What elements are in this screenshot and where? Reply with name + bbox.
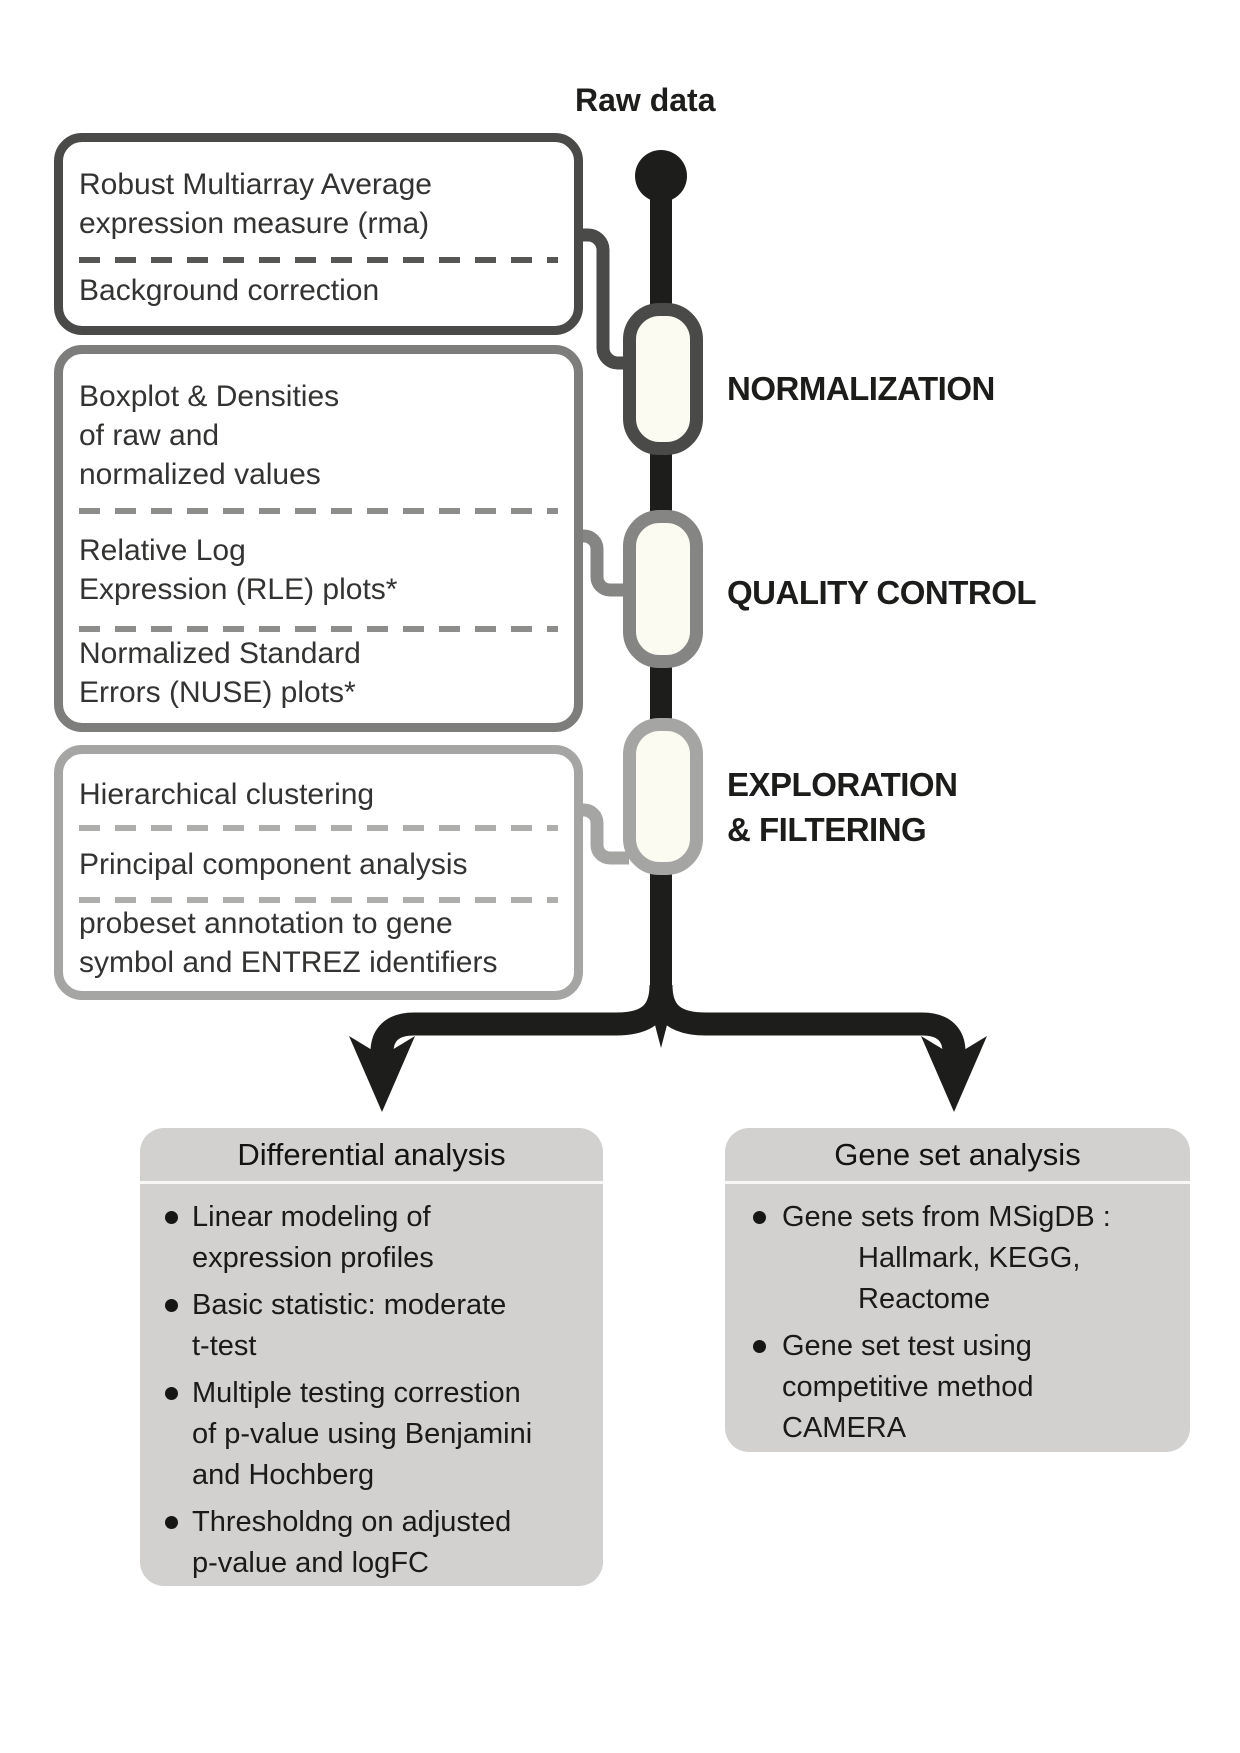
bullet-line: p-value and logFC [192, 1547, 429, 1579]
step-line: Background correction [79, 273, 380, 307]
bullet-line: Reactome [858, 1283, 991, 1315]
step-box-quality-control [54, 345, 583, 732]
step-box-exploration [54, 745, 583, 1000]
bullet-line: expression profiles [192, 1242, 434, 1274]
bullet-line: t-test [192, 1330, 257, 1362]
step-line: Boxplot & Densities [79, 380, 340, 413]
step-section [79, 263, 564, 317]
step-line: Principal component analysis [79, 847, 468, 881]
step-line: of raw and [79, 419, 220, 452]
panel-title: Differential analysis [140, 1128, 603, 1184]
branch-right-arm [661, 985, 954, 1058]
node-quality-control [630, 517, 697, 662]
node-normalization [630, 310, 697, 449]
bullet-line: Basic statistic: moderate [140, 1285, 603, 1326]
panel-body [140, 1184, 603, 1584]
bullet-line: Multiple testing correstion [140, 1373, 603, 1414]
step-section [79, 763, 564, 825]
step-line: Expression (RLE) plots* [79, 573, 398, 606]
bullet-line: Gene set test using [725, 1326, 1190, 1367]
connector-exploration [578, 810, 629, 858]
step-line: Robust Multiarray Average [79, 168, 432, 201]
bullet-line: CAMERA [782, 1412, 907, 1444]
bullet-line: Gene sets from MSigDB : [725, 1197, 1190, 1238]
step-section [79, 151, 564, 257]
bullet-line: and Hochberg [192, 1459, 375, 1491]
bullet-line: Linear modeling of [140, 1197, 603, 1238]
stage-label-exploration-line2: & FILTERING [727, 811, 927, 848]
step-section [79, 903, 564, 982]
step-line: expression measure (rma) [79, 207, 430, 240]
panel-differential-analysis [140, 1128, 603, 1586]
bullet-line: competitive method [782, 1371, 1034, 1403]
fork-notch [650, 1006, 672, 1048]
step-line: probeset annotation to gene [79, 906, 453, 940]
step-line: symbol and ENTREZ identifiers [79, 945, 498, 979]
raw-data-dot [635, 150, 687, 202]
bullet-line: Hallmark, KEGG, [858, 1242, 1081, 1274]
step-section [79, 363, 564, 508]
step-section [79, 632, 564, 714]
step-line: Hierarchical clustering [79, 777, 375, 811]
step-section [79, 831, 564, 897]
step-line: Errors (NUSE) plots* [79, 676, 356, 709]
step-line: normalized values [79, 458, 321, 491]
connector-normalization [578, 235, 629, 363]
bullet-line: of p-value using Benjamini [192, 1418, 533, 1450]
stage-label-normalization: NORMALIZATION [727, 370, 995, 407]
stage-label-quality-control: QUALITY CONTROL [727, 574, 1037, 611]
panel-gene-set-analysis [725, 1128, 1190, 1452]
panel-title: Gene set analysis [725, 1128, 1190, 1184]
stage-label-exploration [727, 762, 957, 852]
node-exploration [630, 725, 697, 869]
step-box-normalization [54, 133, 583, 335]
connector-quality-control [578, 536, 629, 590]
step-section [79, 514, 564, 626]
panel-body [725, 1184, 1190, 1449]
raw-data-label: Raw data [575, 82, 716, 118]
bullet-line: Thresholdng on adjusted [140, 1502, 603, 1543]
step-line: Relative Log [79, 534, 246, 567]
step-line: Normalized Standard [79, 637, 361, 670]
stage-label-exploration-line1: EXPLORATION [727, 766, 958, 803]
